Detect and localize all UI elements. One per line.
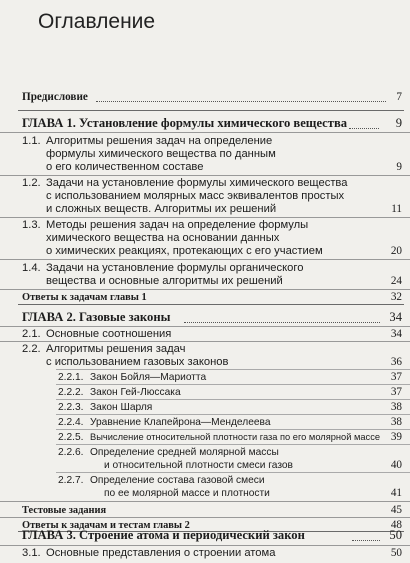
toc-1-1-page: 9 — [396, 161, 402, 173]
dot-leader — [184, 312, 380, 323]
divider — [0, 341, 410, 342]
dot-leader — [352, 530, 380, 541]
toc-1-3-line1: Методы решения задач на определение формулы — [46, 219, 309, 231]
toc-2-1-page: 34 — [390, 328, 402, 340]
toc-1-1-line1: Алгоритмы решения задач на определение — [46, 135, 273, 147]
toc-1-3-page: 20 — [390, 245, 402, 257]
divider — [0, 501, 410, 502]
toc-1-1-number: 1.1. — [22, 135, 41, 147]
page-title: Оглавление — [38, 10, 156, 33]
toc-2-2-4-label: Уравнение Клапейрона—Менделеева — [90, 417, 271, 428]
divider — [56, 369, 410, 370]
toc-2-2-line1: Алгоритмы решения задач — [46, 343, 186, 355]
toc-2-2-7-page: 41 — [390, 487, 402, 499]
toc-answers-ch2-label: Ответы к задачам и тестам главы 2 — [22, 520, 190, 531]
toc-tests-page: 45 — [390, 504, 402, 516]
toc-2-2-2-number: 2.2.2. — [58, 387, 84, 398]
toc-2-2-2-page: 37 — [390, 386, 402, 398]
toc-2-2-3-number: 2.2.3. — [58, 402, 84, 413]
toc-2-2-3-label: Закон Шарля — [90, 402, 153, 413]
toc-1-2-line3: и сложных веществ. Алгоритмы их решений — [46, 203, 277, 215]
divider — [0, 289, 410, 290]
toc-1-2-number: 1.2. — [22, 177, 41, 189]
divider — [0, 545, 410, 546]
divider — [56, 444, 410, 445]
toc-1-4-line2: вещества и основные алгоритмы их решений — [46, 275, 283, 287]
toc-answers-ch1-page: 32 — [390, 291, 402, 303]
toc-2-2-number: 2.2. — [22, 343, 41, 355]
toc-2-2-7-line1: Определение состава газовой смеси — [90, 475, 265, 486]
toc-tests-label: Тестовые задания — [22, 505, 107, 516]
divider — [0, 132, 410, 133]
toc-1-1-line2: формулы химического вещества по данным — [46, 148, 276, 160]
toc-3-1-number: 3.1. — [22, 547, 41, 559]
toc-chapter1-page: 9 — [395, 116, 402, 130]
toc-1-4-number: 1.4. — [22, 262, 41, 274]
toc-2-2-1-number: 2.2.1. — [58, 372, 84, 383]
toc-answers-ch1-label: Ответы к задачам главы 1 — [22, 292, 147, 303]
toc-preface-page: 7 — [396, 91, 402, 103]
dot-leader — [349, 118, 379, 129]
toc-2-2-6-page: 40 — [390, 459, 402, 471]
divider — [0, 175, 410, 176]
toc-preface-label: Предисловие — [22, 91, 88, 103]
divider — [0, 217, 410, 218]
toc-2-2-2-label: Закон Гей-Люссака — [90, 387, 181, 398]
divider — [56, 429, 410, 430]
toc-2-2-5-page: 39 — [390, 431, 402, 443]
toc-2-2-6-line2: и относительной плотности смеси газов — [104, 460, 293, 471]
divider — [56, 414, 410, 415]
toc-2-2-line2: с использованием газовых законов — [46, 356, 229, 368]
toc-1-4-line1: Задачи на установление формулы органического — [46, 262, 304, 274]
toc-3-1-label: Основные представления о строении атома — [46, 547, 276, 559]
toc-chapter2-label: ГЛАВА 2. Газовые законы — [22, 310, 171, 324]
toc-chapter1-label: ГЛАВА 1. Установление формулы химического вещества — [22, 116, 348, 130]
divider — [0, 259, 410, 260]
divider — [56, 399, 410, 400]
toc-1-2-page: 11 — [391, 203, 402, 215]
divider — [56, 384, 410, 385]
toc-1-2-line2: с использованием молярных масс эквивалентов простых — [46, 190, 345, 202]
toc-1-2-line1: Задачи на установление формулы химического вещества — [46, 177, 348, 189]
toc-2-2-1-label: Закон Бойля—Мариотта — [90, 372, 207, 383]
toc-answers-ch2-page: 48 — [390, 519, 402, 531]
toc-2-2-5-label: Вычисление относительной плотности газа по его молярной массе — [90, 432, 381, 442]
toc-2-2-5-number: 2.2.5. — [58, 432, 84, 443]
toc-2-2-3-page: 38 — [390, 401, 402, 413]
toc-1-3-line3: о химических реакциях, протекающих с его участием — [46, 245, 323, 257]
divider — [0, 326, 410, 327]
toc-1-1-line3: о его количественном составе — [46, 161, 204, 173]
toc-2-1-label: Основные соотношения — [46, 328, 172, 340]
toc-2-2-7-line2: по ее молярной массе и плотности — [104, 488, 270, 499]
toc-2-2-page: 36 — [390, 356, 402, 368]
toc-chapter3-page: 50 — [389, 528, 402, 542]
toc-2-2-4-number: 2.2.4. — [58, 417, 84, 428]
toc-2-2-1-page: 37 — [390, 371, 402, 383]
toc-1-4-page: 24 — [390, 275, 402, 287]
toc-2-2-6-number: 2.2.6. — [58, 447, 84, 458]
divider — [18, 110, 404, 111]
toc-2-2-7-number: 2.2.7. — [58, 475, 84, 486]
dot-leader — [96, 91, 386, 102]
divider — [56, 472, 410, 473]
toc-chapter2-page: 34 — [389, 310, 402, 324]
toc-1-3-line2: химического вещества на основании данных — [46, 232, 280, 244]
divider — [18, 304, 404, 305]
toc-2-2-6-line1: Определение средней молярной массы — [90, 447, 279, 458]
divider — [0, 517, 410, 518]
toc-2-1-number: 2.1. — [22, 328, 41, 340]
toc-3-1-page: 50 — [390, 547, 402, 559]
toc-chapter3-label: ГЛАВА 3. Строение атома и периодический закон — [22, 528, 305, 542]
toc-1-3-number: 1.3. — [22, 219, 41, 231]
toc-2-2-4-page: 38 — [390, 416, 402, 428]
